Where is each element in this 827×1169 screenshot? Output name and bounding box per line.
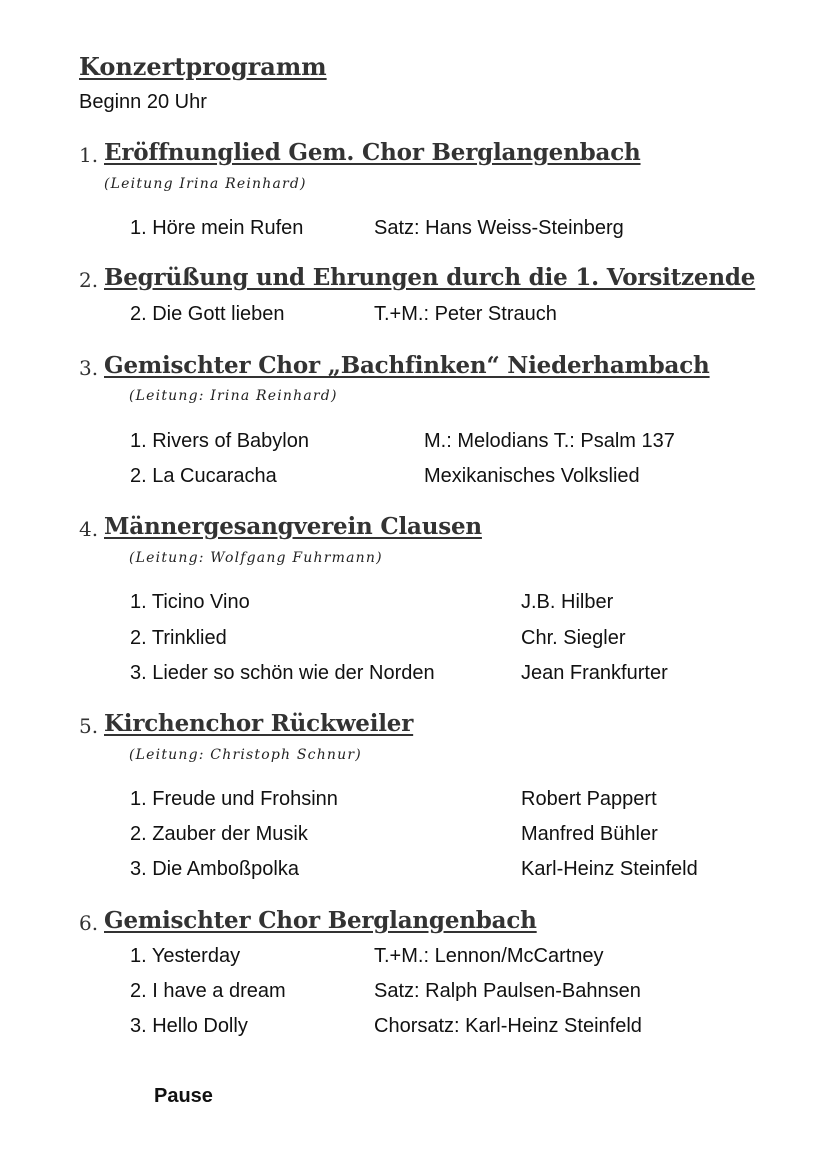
- section-number: 2.: [79, 268, 99, 292]
- section-leader: (Leitung: Irina Reinhard): [129, 388, 338, 404]
- item-credit: Satz: Ralph Paulsen-Bahnsen: [374, 980, 641, 1002]
- section-number: 3.: [79, 356, 99, 380]
- item-title: 1. Freude und Frohsinn: [130, 788, 338, 810]
- item-title: 3. Die Amboßpolka: [130, 858, 299, 880]
- item-credit: J.B. Hilber: [521, 591, 614, 613]
- section-leader: (Leitung: Wolfgang Fuhrmann): [129, 550, 383, 566]
- page-title: Konzertprogramm: [79, 52, 327, 81]
- section-number: 4.: [79, 517, 99, 541]
- item-title: 2. I have a dream: [130, 980, 286, 1002]
- item-title: 2. Zauber der Musik: [130, 823, 308, 845]
- section-heading: Kirchenchor Rückweiler: [104, 710, 414, 737]
- item-credit: M.: Melodians T.: Psalm 137: [424, 430, 675, 452]
- item-credit: Jean Frankfurter: [521, 662, 668, 684]
- section-heading: Begrüßung und Ehrungen durch die 1. Vorsitzende: [104, 264, 756, 291]
- section-number: 5.: [79, 714, 99, 738]
- section-heading: Eröffnunglied Gem. Chor Berglangenbach: [104, 139, 641, 166]
- item-credit: Karl-Heinz Steinfeld: [521, 858, 698, 880]
- item-title: 3. Lieder so schön wie der Norden: [130, 662, 435, 684]
- start-time: Beginn 20 Uhr: [79, 91, 207, 113]
- item-title: 2. Die Gott lieben: [130, 303, 285, 325]
- pause-label: Pause: [154, 1085, 213, 1107]
- item-title: 1. Höre mein Rufen: [130, 217, 304, 239]
- item-credit: Robert Pappert: [521, 788, 657, 810]
- item-credit: Chr. Siegler: [521, 627, 626, 649]
- item-title: 1. Yesterday: [130, 945, 241, 967]
- item-credit: Chorsatz: Karl-Heinz Steinfeld: [374, 1015, 642, 1037]
- section-leader: (Leitung: Christoph Schnur): [129, 747, 362, 763]
- section-number: 6.: [79, 911, 99, 935]
- section-leader: (Leitung Irina Reinhard): [104, 176, 307, 192]
- item-credit: T.+M.: Lennon/McCartney: [374, 945, 604, 967]
- item-credit: Manfred Bühler: [521, 823, 658, 845]
- section-heading: Gemischter Chor „Bachfinken“ Niederhambach: [104, 352, 710, 379]
- item-title: 2. La Cucaracha: [130, 465, 277, 487]
- item-title: 2. Trinklied: [130, 627, 227, 649]
- item-credit: T.+M.: Peter Strauch: [374, 303, 557, 325]
- item-credit: Mexikanisches Volkslied: [424, 465, 640, 487]
- item-title: 1. Rivers of Babylon: [130, 430, 309, 452]
- item-title: 1. Ticino Vino: [130, 591, 250, 613]
- section-heading: Gemischter Chor Berglangenbach: [104, 907, 537, 934]
- section-number: 1.: [79, 143, 99, 167]
- item-title: 3. Hello Dolly: [130, 1015, 248, 1037]
- item-credit: Satz: Hans Weiss-Steinberg: [374, 217, 624, 239]
- section-heading: Männergesangverein Clausen: [104, 513, 482, 540]
